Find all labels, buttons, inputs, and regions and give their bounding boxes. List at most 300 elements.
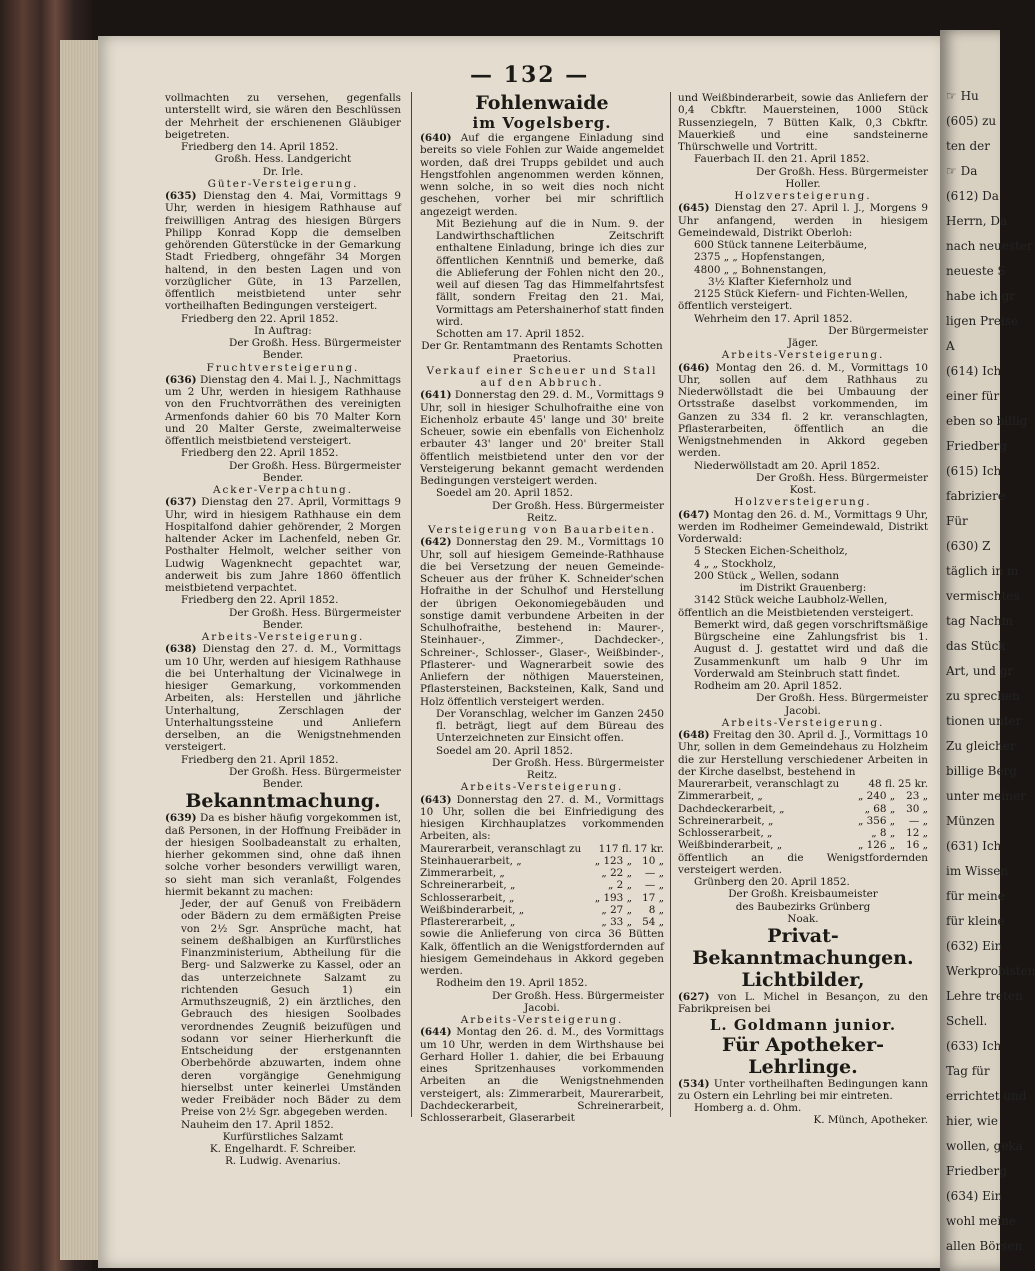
text-line (165, 447, 401, 459)
notice-text: Niederwöllstadt am 20. April 1852. (694, 459, 880, 472)
notice-heading (165, 631, 401, 643)
notice-paragraph (678, 991, 928, 1016)
notice-text: Freitag den 30. April d. J., Vormittags 10 Uhr, sollen in dem Gemeindehaus zu Holzheim die zur Herstellung verschiedener Arbeiten in der Kirche daselbst, bestehend in (678, 729, 928, 778)
table-cell: Weißbinderarbeit, „ (678, 839, 783, 852)
next-page-fragment: Art, und gr (946, 664, 1014, 678)
notice-heading (420, 92, 664, 114)
text-line (165, 166, 401, 178)
column-2 (420, 92, 664, 1124)
next-page-fragment: Werkprobisten (946, 964, 1035, 978)
notice-text: Güter-Versteigerung. (207, 177, 359, 190)
text-line (678, 705, 928, 717)
notice-text: K. Engelhardt. F. Schreiber. (209, 1143, 357, 1155)
text-line (165, 472, 401, 484)
notice-text: Der Großh. Hess. Bürgermeister (755, 165, 928, 178)
notice-heading (678, 496, 928, 508)
next-page-fragment: Zu gleicher (946, 739, 1016, 753)
notice-heading (420, 114, 664, 132)
text-line (678, 558, 928, 570)
text-line (678, 166, 928, 178)
notice-text: Dienstag den 4. Mai, Vormittags 9 Uhr, werden in hiesigem Rathhause auf freiwilligen Antrag des hiesigen Bürgers Philipp Konrad Kopp die demselben gehörenden Güterstücke in der Gemarkung Stadt Friedberg, ohngefähr 34 Morgen haltend, in den besten Lagen und von vorzüglicher Güte, in 13 Parzellen, öffentlich meistbietend unter sehr vortheilhaften Bedingungen versteigert. (165, 190, 401, 313)
notice-paragraph (420, 132, 664, 218)
next-page-fragment: billige Berg (946, 764, 1017, 778)
text-line (420, 218, 664, 328)
notice-text: Donnerstag den 29. d. M., Vormittags 9 Uhr, soll in hiesiger Schulhofraithe eine von Eichenholz erbaute 45' lange und 30' breite Scheuer, sowie ein ebenfalls von Eichenholz erbauter 43' langer und 20' breiter Stall öffentlich meistbietend unter den vor der Versteigerung bekannt gemacht werdenden Bedingungen versteigert werden. (420, 389, 664, 487)
text-line (678, 276, 928, 288)
next-page-fragment: im Wissen (946, 864, 1009, 878)
notice-number: (646) (678, 361, 710, 374)
notice-text: Versteigerung von Bauarbeiten. (428, 524, 656, 536)
notice-heading (420, 365, 664, 390)
text-line (678, 153, 928, 165)
notice-text: Der Voranschlag, welcher im Ganzen 2450 fl. beträgt, liegt auf dem Büreau des Unterzeichneten zur Einsicht offen. (436, 707, 664, 745)
notice-text: vollmachten zu versehen, gegenfalls unterstellt wird, sie wären den Beschlüssen der Mehrheit der erschienenen Gläubiger beigetreten. (165, 92, 401, 141)
text-line (420, 928, 664, 977)
notice-text: Arbeits-Versteigerung. (201, 631, 365, 643)
table-row (420, 855, 664, 867)
notice-paragraph (678, 729, 928, 778)
table-cell: 16 „ (906, 839, 928, 852)
notice-number: (636) (165, 373, 197, 386)
notice-text: Mit Beziehung auf die in Num. 9. der Landwirthschaftlichen Zeitschrift enthaltene Einladung, bringe ich dies zur öffentlichen Kenntniß und bemerke, daß die Ablieferung der Fohlen nicht den 20., weil auf diesen Tag das Himmelfahrtsfest fällt, sondern Freitag den 21. Mai, Vormittags am Petershainerhof statt finden wird. (436, 217, 665, 328)
table-cell: 25 kr. (898, 778, 928, 790)
notice-number: (638) (165, 643, 197, 656)
next-page-fragment: (615) Ich (946, 464, 1002, 478)
next-page-fragment: Friedberg (946, 439, 1007, 453)
notice-text: Lichtbilder, (741, 969, 865, 991)
next-page-fragment: ☞ Hu (946, 89, 979, 103)
notice-text: öffentlich an die Meistbietenden versteigert. (678, 606, 914, 619)
next-page-fragment: (614) Ich (946, 364, 1002, 378)
text-line (678, 1102, 928, 1114)
notice-text: Fauerbach II. den 21. April 1852. (694, 153, 870, 166)
notice-text: Der Großh. Hess. Bürgermeister (228, 459, 401, 472)
notice-text: 200 Stück „ Wellen, sodann (694, 569, 840, 582)
text-line (678, 852, 928, 877)
notice-number: (643) (420, 793, 452, 806)
table-row (678, 803, 928, 815)
notice-heading (165, 484, 401, 496)
notice-text: Der Großh. Hess. Bürgermeister (491, 499, 664, 512)
notice-number: (635) (165, 190, 197, 202)
notice-text: Der Bürgermeister (828, 324, 928, 337)
notice-text: Der Großh. Hess. Bürgermeister (228, 606, 401, 619)
notice-text: R. Ludwig. Avenarius. (225, 1155, 341, 1168)
text-line (678, 288, 928, 300)
text-line (678, 901, 928, 913)
text-line (420, 745, 664, 757)
notice-text: Der Großh. Hess. Bürgermeister (755, 692, 928, 705)
text-line (165, 460, 401, 472)
notice-paragraph (420, 1026, 664, 1124)
next-page-fragment: eben so billig (946, 414, 1028, 428)
table-cell: „ 193 „ (594, 891, 632, 904)
text-line (678, 619, 928, 680)
next-page-fragment: täglich in m (946, 564, 1019, 578)
next-page-fragment: Für (946, 514, 968, 528)
notice-text: Dienstag den 4. Mai l. J., Nachmittags um 2 Uhr, werden in hiesigem Rathhause von den Fruchtvorräthen des vereinigten Armenfonds dahier 60 bis 70 Malter Korn und 20 Malter Gerste, zweimalterweise öffentlich meistbietend versteigert. (165, 373, 401, 447)
notice-text: Bender. (262, 349, 304, 362)
table-cell: Weißbinderarbeit, „ (420, 903, 525, 916)
notice-text: 2125 Stück Kiefern- und Fichten-Wellen, (694, 288, 908, 300)
table-row (678, 815, 928, 827)
text-line (165, 1131, 401, 1143)
notice-heading (165, 790, 401, 812)
notice-text: Kost. (789, 484, 817, 496)
notice-text: Holler. (785, 177, 821, 190)
table-cell: Steinhauerarbeit, „ (420, 854, 522, 867)
notice-text: 3½ Klafter Kiefernholz und (708, 275, 852, 288)
notice-text: im Distrikt Grauenberg: (739, 582, 867, 594)
notice-number: (648) (678, 729, 710, 741)
text-line (420, 512, 664, 524)
notice-text: 5 Stecken Eichen-Scheitholz, (694, 545, 848, 558)
text-line (678, 472, 928, 484)
notice-text: Der Großh. Hess. Bürgermeister (228, 765, 401, 778)
next-page-fragment: (630) Z (946, 539, 991, 553)
table-cell: „ 123 „ (594, 854, 632, 867)
notice-text: Homberg a. d. Ohm. (694, 1102, 802, 1114)
next-page-fragment: Lehre treten (946, 989, 1023, 1003)
text-line (420, 769, 664, 781)
notice-text: Der Großh. Hess. Bürgermeister (491, 989, 664, 1002)
notice-text: und Weißbinderarbeit, sowie das Anliefern der 0,4 Cbkftr. Mauersteinen, 1000 Stück Russenziegeln, 7 Bütten Kalk, 0,3 Cbkftr. Mauerkieß und eine sandsteinerne Thürschwelle und Vortritt. (678, 92, 928, 153)
text-line (678, 594, 928, 606)
notice-text: Verkauf einer Scheuer und Stall auf den Abbruch. (426, 364, 658, 389)
notice-number: (642) (420, 536, 452, 549)
next-page-fragment: Münzen (946, 814, 995, 828)
table-cell: 17 „ (642, 891, 664, 904)
notice-text: öffentlich versteigert. (678, 300, 793, 313)
notice-text: Wehrheim den 17. April 1852. (694, 312, 853, 325)
notice-paragraph (165, 643, 401, 753)
notice-text: Reitz. (526, 769, 558, 781)
notice-heading (420, 781, 664, 793)
table-cell: Maurerarbeit, veranschlagt zu (678, 778, 840, 790)
notice-text: Arbeits-Versteigerung. (721, 716, 885, 729)
notice-text: Privat-Bekanntmachungen. (692, 925, 914, 969)
notice-text: Arbeits-Versteigerung. (460, 1014, 624, 1026)
table-cell: 30 „ (906, 802, 928, 815)
next-page-fragment: tag Nachm (946, 614, 1013, 628)
notice-text: Friedberg den 21. April 1852. (181, 753, 339, 766)
next-page-fragment: für kleine (946, 914, 1005, 928)
next-page-fragment: allen Börsen (946, 1239, 1023, 1253)
table-row (678, 778, 928, 790)
notice-text: Der Gr. Rentamtmann des Rentamts Schotten (421, 340, 663, 353)
table-row (420, 904, 664, 916)
text-line (678, 570, 928, 582)
text-line (678, 692, 928, 704)
notice-text: Unter vortheilhaften Bedingungen kann zu Ostern ein Lehrling bei mir eintreten. (678, 1077, 928, 1102)
table-cell: 10 „ (642, 854, 664, 867)
notice-text: 2375 „ „ Hopfenstangen, (694, 251, 825, 264)
text-line (678, 460, 928, 472)
text-line (420, 977, 664, 989)
notice-text: Bender. (262, 778, 304, 790)
notice-number: (641) (420, 389, 452, 402)
notice-text: Montag den 26. d. M., des Vormittags um 10 Uhr, werden in dem Wirthshause bei Gerhard Holler 1. dahier, die bei Erbauung eines Spritzenhauses vorkommenden Arbeiten an die Wenigstnehmenden versteigert, als: Zimmerarbeit, Maurerarbeit, Dachdeckerarbeit, Schreinerarbeit, Schlosserarbeit, Glaserarbeit (420, 1026, 664, 1124)
next-page-fragment: Herrn, Da (946, 214, 1008, 228)
notice-text: Fruchtversteigerung. (206, 361, 360, 374)
notice-text: Holzversteigerung. (734, 190, 872, 202)
notice-text: von L. Michel in Besançon, zu den Fabrikpreisen bei (678, 991, 928, 1016)
notice-heading (678, 717, 928, 729)
notice-text: Dienstag den 27. April l. J., Morgens 9 Uhr anfangend, werden in hiesigem Gemeindewald, Distrikt Oberloh: (678, 202, 928, 239)
column-1 (165, 92, 401, 1168)
notice-text: Grünberg den 20. April 1852. (694, 876, 850, 888)
notice-text: 4800 „ „ Bohnenstangen, (694, 263, 827, 276)
next-page-fragment: (605) zu (946, 114, 997, 128)
notice-text: Großh. Hess. Landgericht (214, 153, 352, 166)
next-page-fragment: (632) Ein (946, 939, 1003, 953)
notice-text: In Auftrag: (254, 324, 312, 337)
notice-text: Montag den 26. d. M., Vormittags 9 Uhr, werden im Rodheimer Gemeindewald, Distrikt Vorderwald: (678, 508, 928, 545)
text-line (165, 92, 401, 141)
notice-text: L. Goldmann junior. (709, 1015, 897, 1034)
notice-text: Der Großh. Hess. Bürgermeister (228, 337, 401, 349)
page-number: — 132 — (470, 62, 590, 88)
text-line (165, 607, 401, 619)
text-line (678, 264, 928, 276)
text-line (420, 500, 664, 512)
table-cell: Schlosserarbeit, „ (420, 891, 515, 904)
next-page-fragment: Friedberg (946, 1164, 1007, 1178)
text-line (678, 582, 928, 594)
text-line (420, 353, 664, 365)
notice-heading (678, 1016, 928, 1034)
notice-text: Für Apotheker-Lehrlinge. (721, 1033, 885, 1078)
table-cell: — „ (908, 814, 928, 827)
text-line (165, 1119, 401, 1131)
next-page-fragment: hier, wie (946, 1114, 998, 1128)
cost-table (420, 843, 664, 929)
next-page-fragment: (633) Ich (946, 1039, 1002, 1053)
table-cell: — „ (644, 867, 664, 879)
table-cell: 54 „ (642, 916, 664, 928)
notice-paragraph (678, 1078, 928, 1103)
notice-text: 3142 Stück weiche Laubholz-Wellen, (694, 594, 888, 607)
table-cell: 23 „ (906, 790, 928, 803)
text-line (165, 141, 401, 153)
notice-text: im Vogelsberg. (472, 114, 612, 132)
notice-text: Der Großh. Hess. Bürgermeister (491, 756, 664, 769)
notice-number: (645) (678, 202, 710, 215)
table-cell: „ 22 „ (601, 867, 632, 879)
next-page-fragment: ligen Preise (946, 314, 1019, 328)
notice-text: Dienstag den 27. April, Vormittags 9 Uhr, wird in hiesigem Rathhause ein dem Hospitalfond dahier gehörender, 2 Morgen haltender Acker im Lachenfeld, neben Gr. Posthalter Helmolt, welcher seither von Ludwig Wagenknecht gepachtet war, anderweit bis zum Jahre 1860 öffentlich meistbietend verpachtet. (165, 496, 401, 594)
page-edges (60, 40, 102, 1260)
text-line (678, 680, 928, 692)
table-row (420, 879, 664, 891)
notice-text: 600 Stück tannene Leiterbäume, (694, 239, 868, 251)
notice-text: Montag den 26. d. M., Vormittags 10 Uhr, sollen auf dem Rathhaus zu Niederwöllstadt die bei Umbauung der Ortsstraße daselbst vorkommenden, im Ganzen zu 334 fl. 2 kr. veranschlagten, Pflasterarbeiten, öffentlich an die Wenigstnehmenden in Akkord gegeben werden. (678, 361, 928, 460)
notice-text: Donnerstag den 27. d. M., Vormittags 10 Uhr, sollen die bei Einfriedigung des hiesigen Kirchhauplatzes vorkommenden Arbeiten, als: (420, 793, 664, 843)
notice-paragraph (165, 812, 401, 898)
notice-number: (637) (165, 496, 197, 509)
next-page-edge (940, 30, 1035, 1271)
notice-text: Soedel am 20. April 1852. (436, 487, 573, 500)
cost-table (678, 778, 928, 852)
next-page-fragment: A (946, 339, 955, 353)
table-cell: „ 68 „ (864, 802, 896, 815)
table-cell: 12 „ (906, 827, 928, 839)
next-page-fragment: Schell. (946, 1014, 988, 1028)
notice-paragraph (678, 202, 928, 239)
notice-text: Bender. (262, 618, 304, 631)
text-line (165, 1143, 401, 1155)
notice-text: des Baubezirks Grünberg (735, 900, 871, 913)
next-page-fragment: für meine (946, 889, 1005, 903)
notice-heading (678, 190, 928, 202)
notice-text: Auf die ergangene Einladung sind bereits so viele Fohlen zur Waide angemeldet worden, daß drei Trupps gebildet und auch Hengstfohlen angenommen werden können, wenn solche, in so weit dies noch nicht geschehen, vorher bei mir schriftlich angezeigt werden. (420, 132, 664, 218)
table-row (420, 867, 664, 879)
notice-text: Nauheim den 17. April 1852. (181, 1118, 334, 1131)
notice-text: Der Großh. Kreisbaumeister (728, 888, 878, 901)
table-cell: Maurerarbeit, veranschlagt zu (420, 842, 582, 855)
notice-text: Arbeits-Versteigerung. (460, 781, 624, 794)
next-page-fragment: nach neuester (946, 239, 1033, 253)
table-cell: Schlosserarbeit, „ (678, 827, 773, 839)
table-cell: Zimmerarbeit, „ (420, 867, 505, 879)
text-line (420, 990, 664, 1002)
table-cell: 48 fl. (868, 778, 896, 790)
column-rule (670, 92, 671, 1117)
next-page-fragment: unter meiner (946, 789, 1026, 803)
notice-paragraph (165, 496, 401, 594)
next-page-fragment: Tag für (946, 1064, 990, 1078)
text-line (420, 708, 664, 745)
next-page-fragment: ten der (946, 139, 990, 153)
notice-text: Friedberg den 22. April 1852. (181, 594, 339, 607)
table-row (420, 916, 664, 928)
notice-text: Bekanntmachung. (185, 790, 381, 813)
table-cell: „ 33 „ (601, 916, 632, 928)
notice-text: Donnerstag den 29. M., Vormittags 10 Uhr, soll auf hiesigem Gemeinde-Rathhause die bei Versetzung der neuen Gemeinde-Scheuer aus der früher K. Schneider'schen Hofraithe in der Schulhof und Herstellung der übrigen Oekonomiegebäuden und sonstige damit verbundene Arbeiten in der Schulhofraithe, bestehend in: Maurer-, Steinhauer-, Zimmer-, Dachdecker-, Schreiner-, Schlosser-, Glaser-, Weißbinder-, Pflasterer- und Wagnerarbeit sowie des Anliefern der nöthigen Mauersteinen, Pflastersteinen, Backsteinen, Kalk, Sand und Holz öffentlich versteigert werden. (420, 536, 664, 708)
text-line (678, 92, 928, 153)
text-line (420, 487, 664, 499)
notice-text: Rodheim am 20. April 1852. (694, 680, 843, 692)
notice-paragraph (165, 374, 401, 448)
table-cell: 17 kr. (634, 842, 664, 855)
notice-heading (420, 524, 664, 536)
table-cell: Zimmerarbeit, „ (678, 790, 763, 803)
notice-text: Bemerkt wird, daß gegen vorschriftsmäßige Bürgscheine eine Zahlungsfrist bis 1. August d. J. gestattet wird und daß die Zusammenkunft um halb 9 Uhr im Vorderwald am Steinbruch statt findet. (694, 618, 928, 680)
column-3 (678, 92, 928, 1127)
table-cell: 117 fl. (598, 842, 632, 855)
next-page-fragment: neueste S (946, 264, 1006, 278)
text-line (420, 757, 664, 769)
notice-text: Holzversteigerung. (734, 496, 872, 509)
notice-text: Noak. (787, 912, 819, 925)
table-cell: Pflastererarbeit, „ (420, 916, 516, 928)
next-page-fragment: fabriziere (946, 489, 1005, 503)
notice-text: Schotten am 17. April 1852. (436, 328, 585, 340)
text-line (678, 178, 928, 190)
notice-text: Fohlenwaide (475, 92, 609, 114)
text-line (678, 337, 928, 349)
table-row (678, 790, 928, 802)
notice-text: Jeder, der auf Genuß von Freibädern oder Bädern zu dem ermäßigten Preise von 2½ Sgr. Ansprüche macht, hat seinem deßhalbigen an Kurfürstliches Finanzministerium, Abtheilung für die Berg- und Salzwerke zu Kassel, oder an das unterzeichnete Salzamt zu richtenden Gesuch 1) ein Armuthszeugniß, 2) ein ärztliches, den Gebrauch des hiesigen Soolbades verordnendes Zeugniß beizufügen und sodann vor seiner Hierherkunft die Entscheidung der erstgenannten Oberbehörde abzuwarten, indem ohne deren vorgängige Genehmigung hierselbst unter keinerlei Umständen weder Freibäder noch Bäder zu dem Preise von 2½ Sgr. abgegeben werden. (181, 898, 401, 1119)
table-cell: „ 8 „ (871, 827, 896, 839)
text-line (678, 325, 928, 337)
notice-text: Praetorius. (512, 352, 572, 365)
text-line (165, 619, 401, 631)
notice-text: Soedel am 20. April 1852. (436, 744, 573, 757)
notice-number: (627) (678, 991, 710, 1003)
notice-text: Friedberg den 22. April 1852. (181, 312, 339, 325)
notice-paragraph (678, 362, 928, 460)
next-page-fragment: ☞ Da (946, 164, 978, 178)
column-rule (411, 92, 412, 1117)
table-cell: 8 „ (648, 903, 664, 916)
table-cell: „ 240 „ (857, 790, 896, 803)
text-line (420, 340, 664, 352)
table-row (420, 843, 664, 855)
text-line (165, 325, 401, 337)
next-page-fragment: (631) Ich (946, 839, 1002, 853)
notice-text: Rodheim den 19. April 1852. (436, 977, 588, 990)
notice-text: Friedberg den 22. April 1852. (181, 447, 339, 460)
table-cell: Schreinerarbeit, „ (420, 879, 516, 892)
text-line (165, 766, 401, 778)
text-line (420, 328, 664, 340)
text-line (165, 898, 401, 1119)
text-line (678, 300, 928, 312)
text-line (678, 251, 928, 263)
text-line (165, 349, 401, 361)
text-line (678, 545, 928, 557)
notice-number: (647) (678, 508, 710, 521)
text-line (678, 876, 928, 888)
next-page-fragment: (612) Da (946, 189, 999, 203)
notice-text: Jäger. (787, 337, 819, 349)
notice-text: Bender. (262, 471, 304, 484)
notice-paragraph (678, 509, 928, 546)
text-line (678, 607, 928, 619)
next-page-fragment: wohl meine (946, 1214, 1017, 1228)
text-line (165, 594, 401, 606)
notice-heading (678, 969, 928, 991)
notice-text: K. Münch, Apotheker. (813, 1114, 928, 1127)
next-page-fragment: das Stück (946, 639, 1006, 653)
text-line (165, 754, 401, 766)
text-line (678, 913, 928, 925)
next-page-fragment: (634) Ein (946, 1189, 1003, 1203)
notice-paragraph (420, 389, 664, 487)
table-cell: Dachdeckerarbeit, „ (678, 802, 785, 815)
next-page-fragment: zu sprechen (946, 689, 1020, 703)
notice-text: Dr. Irle. (262, 165, 304, 178)
table-cell: „ 27 „ (601, 903, 632, 916)
table-cell: „ 356 „ (857, 814, 896, 827)
notice-paragraph (420, 794, 664, 843)
next-page-fragment: habe ich gr (946, 289, 1015, 303)
notice-text: 4 „ „ Stockholz, (694, 557, 776, 570)
table-cell: „ 2 „ (608, 879, 632, 892)
notice-text: Reitz. (526, 511, 558, 524)
notice-text: sowie die Anlieferung von circa 36 Bütten Kalk, öffentlich an die Wenigstfordernden auf hiesigem Gemeindehaus in Akkord gegeben werden. (420, 928, 664, 977)
text-line (165, 153, 401, 165)
next-page-fragment: wollen, geka (946, 1139, 1023, 1153)
next-page-fragment: einer für (946, 389, 1000, 403)
notice-heading (420, 1014, 664, 1026)
notice-heading (165, 362, 401, 374)
table-cell: — „ (644, 879, 664, 892)
notice-number: (644) (420, 1026, 452, 1039)
table-cell: „ 126 „ (857, 839, 896, 852)
notice-text: Acker-Verpachtung. (212, 484, 354, 496)
